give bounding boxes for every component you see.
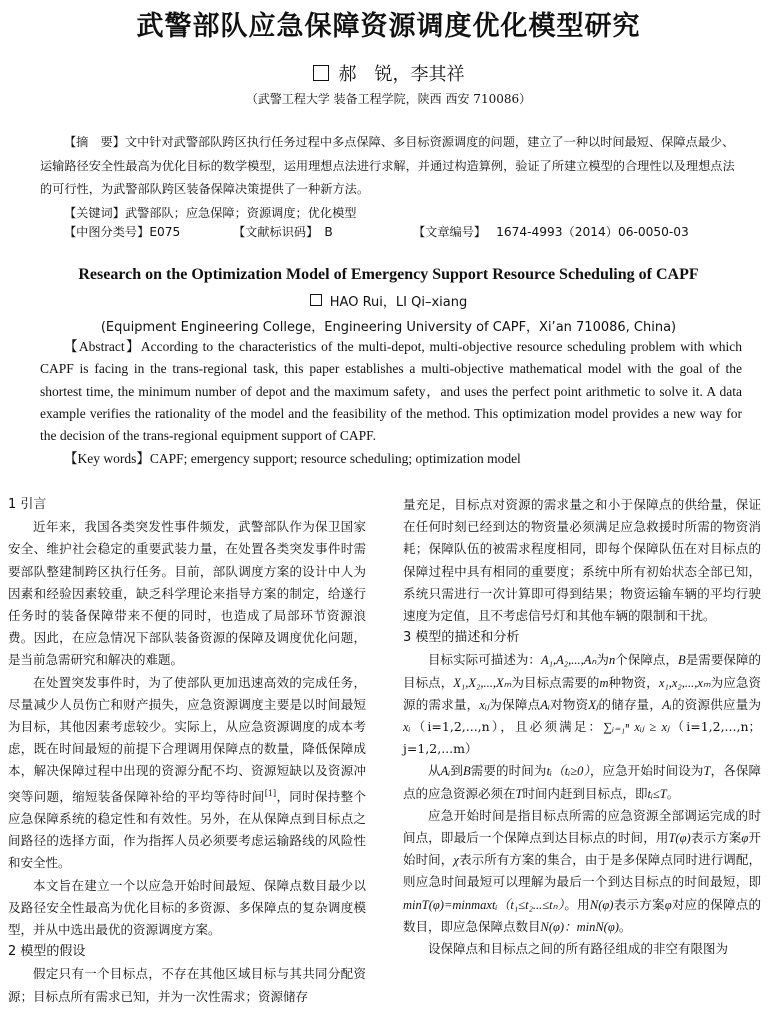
paper-title: 武警部队应急保障资源调度优化模型研究 xyxy=(136,11,641,42)
body-right-column xyxy=(403,494,761,960)
paragraph: 假定只有一个目标点，不存在其他区域目标与其共同分配资源；目标点所有需求已知，并为一次性需求；资源储存 xyxy=(8,966,366,1004)
abstract-label: 【摘 要】 xyxy=(64,135,125,149)
authors xyxy=(0,60,777,86)
affiliation: （武警工程大学 装备工程学院，陕西 西安 710086） xyxy=(245,92,532,106)
abstract-cn xyxy=(40,131,742,225)
paragraph: 目标实际可描述为：A₁,A₂,...,Aₙ为n个保障点，B是需要保障的目标点，X₁,X₂,...,Xₘ为目标点需要的m种物资，x₁,x₂,...,xₘ为应急资源的需求量，xᵢⱼ为保障点Aᵢ对物资Xⱼ的储存量，Aᵢ的资源供应量为xᵢ（i=1,2,...,n），且必须满足：∑ᵢ₌₁ⁿ xᵢⱼ ≥ xⱼ（i=1,2,...,n；j=1,2,...m） xyxy=(403,652,761,757)
english-keywords-label: 【Key words】 xyxy=(64,451,150,467)
english-authors: HAO Rui，LI Qi–xiang xyxy=(0,291,777,310)
body-left-column xyxy=(8,494,366,1008)
paragraph: 在处置突发事件时，为了使部队更加迅速高效的完成任务，尽量减少人员伤亡和财产损失，应急资源调度主要是以时间最短为目标，其他因素考虑较少。实际上，从应急资源调度的成本考虑，既在时间最短的前提下合理调用保障点的数量，降低保障成本，解决保障过程中出现的资源分配不均、资源短缺以及资源冲突等问题，缩短装备保障补给的平均等待时间[1]，同时保持整个应急保障系统的稳定性和有效性。另外，在从保障点到目标点之间路径的选择方面，作为指挥人员必须要考虑运输路线的风险性和安全性。 xyxy=(8,674,366,871)
paragraph: 量充足，目标点对资源的需求量之和小于保障点的供给量，保证在任何时刻已经到达的物资量必须满足应急救援时所需的物资消耗；保障队伍的被需求程度相同，即每个保障队伍在对目标点的保障过程中具有相同的重要度；系统中所有初始状态全部已知，系统只需进行一次计算即可得到结果；物资运输车辆的平均行驶速度为定值，且不考虑信号灯和其他车辆的限制和干扰。 xyxy=(403,497,761,624)
paragraph: 本文旨在建立一个以应急开始时间最短、保障点数目最少以及路径安全性最高为优化目标的多资源、多保障点的复杂调度模型，并从中选出最优的资源调度方案。 xyxy=(8,877,366,938)
english-abstract xyxy=(40,336,742,471)
abstract-text: 文中针对武警部队跨区执行任务过程中多点保障、多目标资源调度的问题，建立了一种以时间最短、保障点最少、运输路径安全性最高为优化目标的数学模型，运用理想点法进行求解，并通过构造算例，验证了所建立模型的合理性以及理想点法的可行性，为武警部队跨区装备保障决策提供了一种新方法。 xyxy=(40,135,735,196)
english-abstract-text: According to the characteristics of the multi-depot, multi-objective resource scheduling problem with which CAPF is facing in the trans-regional task, this paper establishes a multi-objective mathematical model with the goal of the shortest time, the minimum number of depot and the maximum safety，and uses the perfect point arithmetic to solve it. A data example verifies the rationality of the model and the feasibility of the method. This optimization model provides a new way for the decision of the trans-regional equipment support of CAPF. xyxy=(40,339,743,444)
clc-code: 【中图分类号】E075 xyxy=(64,225,181,239)
paragraph: 近年来，我国各类突发性事件频发，武警部队作为保卫国家安全、维护社会稳定的重要武装力量，在处置各类突发事件时需要部队整建制跨区执行任务。目前，部队调度方案的设计中人为因素和经验因素较重，缺乏科学理论来指导方案的制定，给遂行任务时的装备保障带来不便的同时，也造成了局部环节资源浪费。因此，在应急情况下部队装备资源的保障及调度优化问题，是当前急需研究和解决的难题。 xyxy=(8,519,366,668)
keywords-text: 武警部队；应急保障；资源调度；优化模型 xyxy=(124,205,357,220)
keywords-label: 【关键词】 xyxy=(64,205,125,220)
author-box-icon xyxy=(313,65,329,81)
article-number: 【文章编号】 1674-4993（2014）06-0050-03 xyxy=(413,225,689,239)
paragraph: 设保障点和目标点之间的所有路径组成的非空有限图为 xyxy=(428,941,729,957)
english-abstract-label: 【Abstract】 xyxy=(64,339,141,354)
english-keywords-text: CAPF; emergency support; resource scheduling; optimization model xyxy=(149,451,521,467)
section-heading: 3 模型的描述和分析 xyxy=(403,630,520,646)
paragraph: 应急开始时间是指目标点所需的应急资源全部调运完成的时间点，即最后一个保障点到达目标点的时间，用T(φ)表示方案φ开始时间，χ表示所有方案的集合，由于是多保障点同时进行调配，则应急时间最短可以理解为最后一个到达目标点的时间最短，即minT(φ)=minmaxtᵢ（t₁≤t₂...≤tₙ）。用N(φ)表示方案φ对应的保障点的数目，即应急保障点数目N(φ)：minN(φ)。 xyxy=(403,807,761,934)
english-title: Research on the Optimization Model of Emergency Support Resource Scheduling of CAPF xyxy=(78,266,699,283)
section-heading: 2 模型的假设 xyxy=(8,944,86,960)
authors-text: 郝 锐，李其祥 xyxy=(338,64,465,85)
section-heading: 1 引言 xyxy=(8,497,47,512)
author-box-icon xyxy=(310,294,322,306)
document-code: 【文献标识码】 B xyxy=(233,225,333,239)
paragraph: 从Aᵢ到B需要的时间为tᵢ（tᵢ≥0），应急开始时间设为T，各保障点的应急资源必须在T时间内赶到目标点，即tᵢ≤T。 xyxy=(403,763,761,801)
english-affiliation: (Equipment Engineering College，Engineering University of CAPF，Xi’an 710086, China) xyxy=(100,320,677,335)
